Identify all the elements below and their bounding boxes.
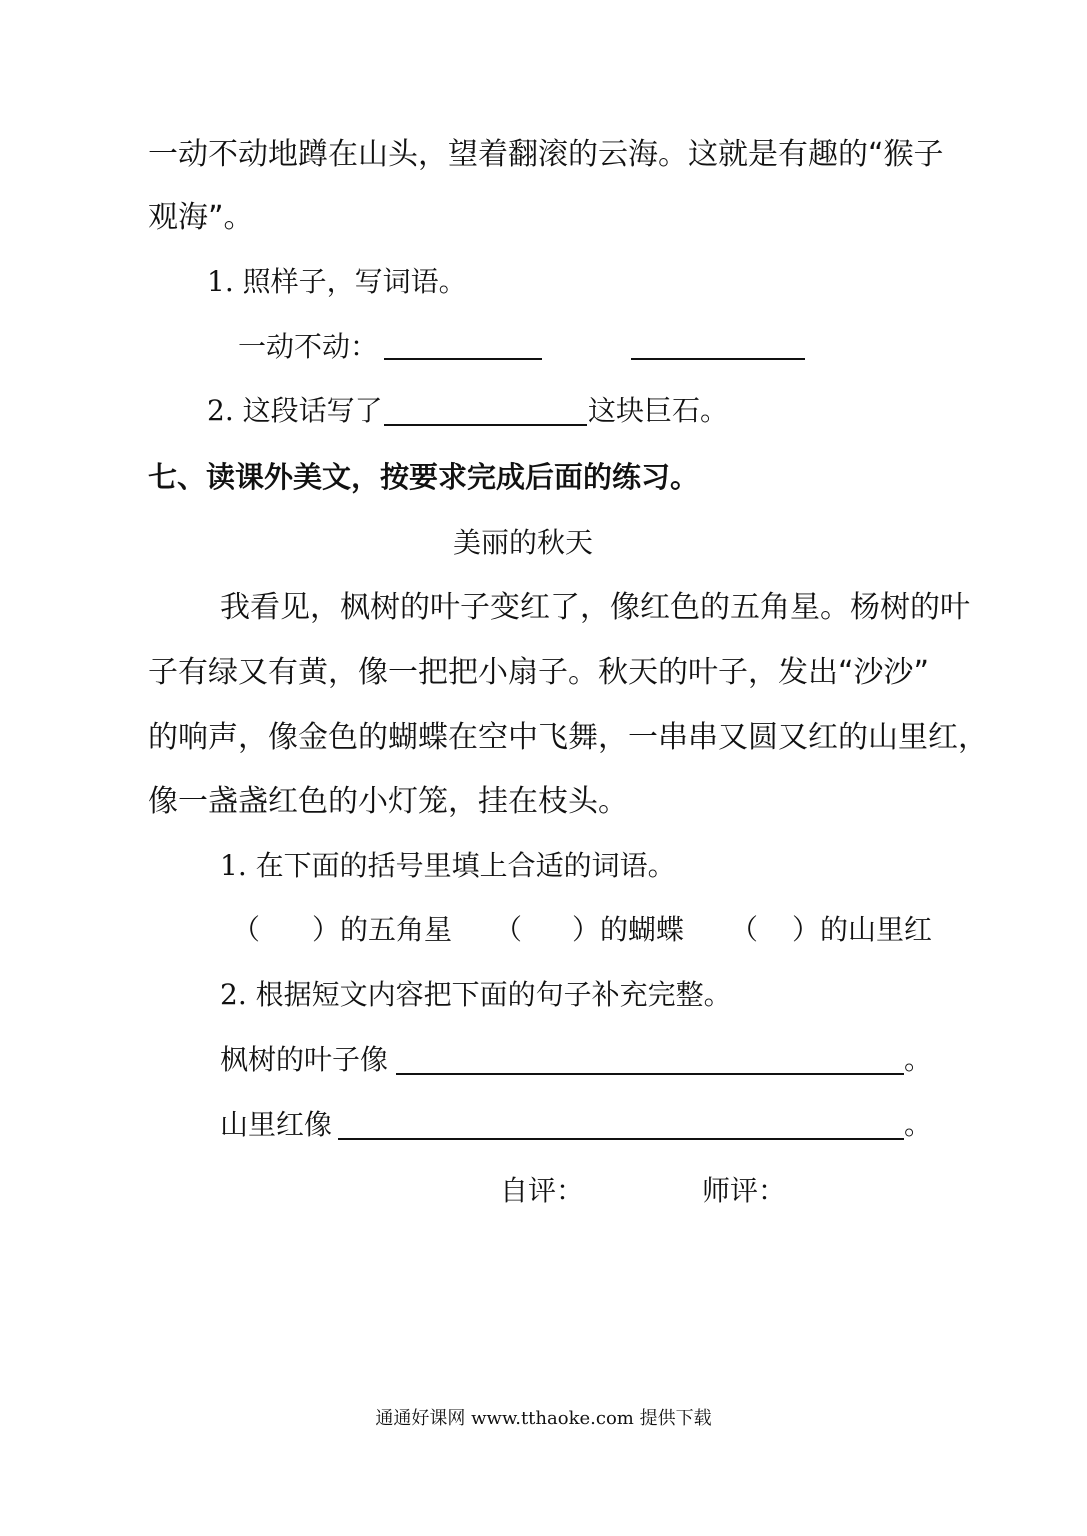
open-paren: （: [730, 913, 759, 946]
question-prompt: 2. 根据短文内容把下面的句子补充完整。: [220, 978, 732, 1011]
question-prompt: 1. 在下面的括号里填上合适的词语。: [220, 849, 676, 882]
answer-blank[interactable]: [338, 1138, 904, 1140]
question-suffix: 这块巨石。: [588, 394, 729, 427]
answer-blank[interactable]: [631, 358, 805, 360]
open-paren: （: [494, 913, 523, 946]
passage-line: 我看见，枫树的叶子变红了，像红色的五角星。杨树的叶: [220, 590, 970, 625]
section-heading: 七、读课外美文，按要求完成后面的练习。: [148, 460, 700, 494]
sentence-end: 。: [904, 1043, 933, 1076]
fill-item[interactable]: ）的五角星: [312, 913, 453, 946]
passage-line: 像一盏盏红色的小灯笼，挂在枝头。: [148, 784, 628, 819]
self-evaluation-label: 自评：: [500, 1174, 585, 1207]
sentence-prefix: 枫树的叶子像: [220, 1043, 389, 1076]
sentence-prefix: 山里红像: [220, 1108, 333, 1141]
page-footer: 通通好课网 www.tthaoke.com 提供下载: [375, 1408, 712, 1429]
fill-item[interactable]: ）的蝴蝶: [572, 913, 685, 946]
answer-blank[interactable]: [384, 424, 587, 426]
question-prompt: 1. 照样子，写词语。: [207, 265, 467, 298]
passage-line: 观海”。: [148, 200, 254, 235]
open-paren: （: [232, 913, 261, 946]
passage-line: 一动不动地蹲在山头，望着翻滚的云海。这就是有趣的“猴子: [148, 137, 944, 172]
answer-blank[interactable]: [384, 358, 542, 360]
passage-line: 的响声，像金色的蝴蝶在空中飞舞，一串串又圆又红的山里红，: [148, 720, 988, 755]
question-prompt: 2. 这段话写了: [207, 394, 383, 427]
answer-blank[interactable]: [396, 1073, 904, 1075]
passage-line: 子有绿又有黄，像一把把小扇子。秋天的叶子，发出“沙沙”: [148, 655, 930, 690]
teacher-evaluation-label: 师评：: [702, 1174, 787, 1207]
sentence-end: 。: [904, 1108, 933, 1141]
passage-title: 美丽的秋天: [453, 526, 594, 559]
fill-item[interactable]: ）的山里红: [792, 913, 933, 946]
example-word: 一动不动：: [238, 330, 379, 363]
